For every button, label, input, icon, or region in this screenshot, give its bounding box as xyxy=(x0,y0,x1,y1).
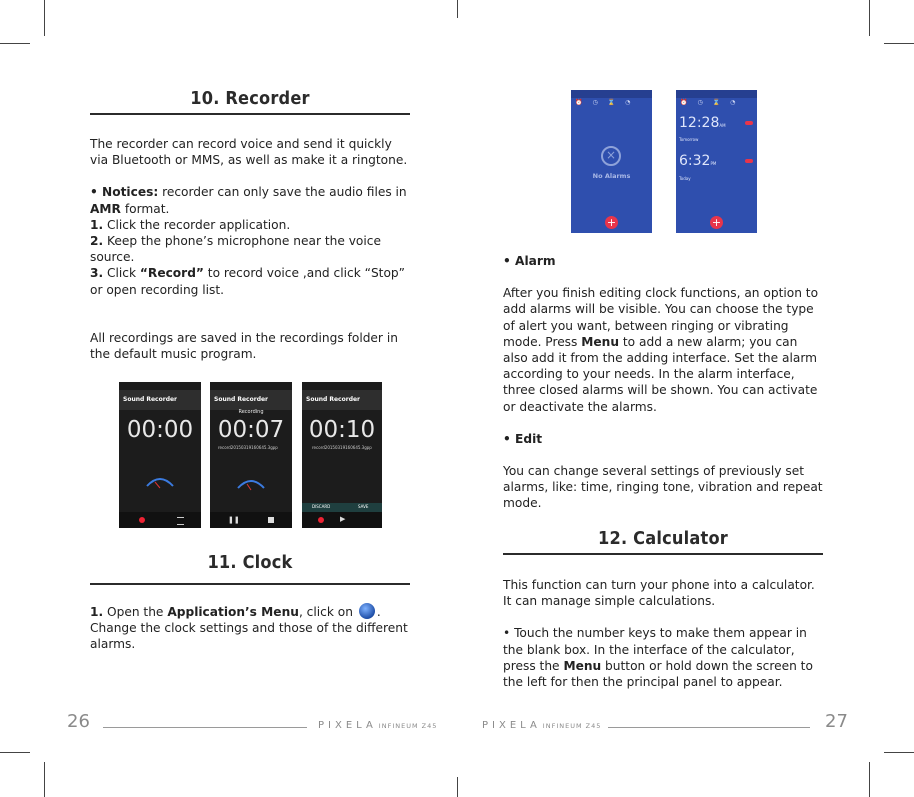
crop-mark xyxy=(44,762,45,797)
recorder-text xyxy=(90,136,412,362)
title-rule xyxy=(503,553,823,555)
add-alarm-button[interactable]: + xyxy=(606,216,617,229)
page-number: 27 xyxy=(825,711,848,732)
clock-screen-alarms xyxy=(676,90,757,233)
clock-title: 11. Clock xyxy=(207,552,293,573)
recorder-header: Sound Recorder xyxy=(119,390,201,410)
recorder-time: 00:10 xyxy=(308,417,376,443)
status-bar xyxy=(119,382,201,390)
recorder-screen-2 xyxy=(210,382,292,528)
recording-filename: record20150319160645.3gpp xyxy=(312,445,372,450)
edit-description: You can change several settings of previously set alarms, like: time, ringing tone, vibration and repeat mode. xyxy=(503,464,823,511)
controls-bar xyxy=(119,512,201,528)
recorder-screen-1 xyxy=(119,382,201,528)
crop-mark xyxy=(869,762,870,797)
record-icon[interactable] xyxy=(318,517,324,523)
status-bar xyxy=(676,90,757,98)
alarm-2-toggle[interactable] xyxy=(745,159,753,163)
title-rule xyxy=(90,113,410,115)
pause-icon[interactable]: ❚❚ xyxy=(228,516,240,524)
title-rule xyxy=(90,583,410,585)
crop-mark xyxy=(44,0,45,36)
no-alarms-label: No Alarms xyxy=(592,172,631,180)
crop-mark xyxy=(457,777,458,797)
discard-button[interactable]: DISCARD xyxy=(312,504,331,509)
recorder-step-2: 2. Keep the phone’s microphone near the voice source. xyxy=(90,234,381,265)
recorder-header: Sound Recorder xyxy=(302,390,382,410)
recording-filename: record20150319160645.3gpp xyxy=(218,445,278,450)
footer-brand: PIXELA INFINEUM Z45 xyxy=(318,720,438,731)
save-button[interactable]: SAVE xyxy=(358,504,369,509)
calculator-title: 12. Calculator xyxy=(598,528,728,549)
crop-mark xyxy=(884,43,914,44)
recorder-step-1: 1. Click the recorder application. xyxy=(90,217,291,232)
status-bar xyxy=(210,382,292,390)
alarm-2[interactable]: 6:32PM xyxy=(679,153,717,169)
add-alarm-button[interactable]: + xyxy=(711,216,722,229)
crop-mark xyxy=(457,0,458,18)
alarm-description: After you finish editing clock functions, an option to add alarms will be visible. You can choose the type of alert you want, between ringing or vibrating mode. Press Menu to add a new alarm; you can also add it from the adding interface. Set the alarm according to your needs. In the alarm interface, three closed alarms will be shown. You can activate or deactivate the alarms. xyxy=(503,286,819,414)
crop-mark xyxy=(0,43,30,44)
recorder-step-3: 3. Click “Record” to record voice ,and click “Stop” or open recording list. xyxy=(90,266,405,297)
clock-screen-no-alarms xyxy=(571,90,652,233)
alarm-1[interactable]: 12:28AM xyxy=(679,115,726,131)
page-number: 26 xyxy=(67,711,90,732)
recorder-saved: All recordings are saved in the recordings folder in the default music program. xyxy=(90,330,398,362)
footer-line xyxy=(608,727,810,728)
edit-label: • Edit xyxy=(503,431,543,446)
list-icon[interactable] xyxy=(177,517,184,525)
calculator-text xyxy=(503,577,825,690)
controls-bar xyxy=(302,512,382,528)
recorder-time: 00:00 xyxy=(126,417,194,443)
recorder-screen-3 xyxy=(302,382,382,528)
recorder-header: Sound Recorder xyxy=(210,390,292,410)
alarm-text xyxy=(503,253,825,512)
alarm-off-icon: × xyxy=(601,146,621,166)
controls-bar xyxy=(210,512,292,528)
clock-text xyxy=(90,603,412,653)
recorder-notices: • Notices: recorder can only save the audio files in AMR format. xyxy=(90,185,407,216)
recorder-time: 00:07 xyxy=(217,417,285,443)
recording-status: Recording xyxy=(238,409,264,415)
level-meter-icon xyxy=(145,472,175,492)
recorder-title: 10. Recorder xyxy=(190,88,310,109)
crop-mark xyxy=(0,752,30,753)
alarm-1-toggle[interactable] xyxy=(745,121,753,125)
calculator-touch: • Touch the number keys to make them appear in the blank box. In the interface of the calculator, press the Menu button or hold down the screen to the left for then the principal panel to appear. xyxy=(503,626,813,690)
crop-mark xyxy=(884,752,914,753)
alarm-1-day: Tomorrow xyxy=(679,137,699,142)
clock-tabs[interactable]: ⏰◷⌛◔ xyxy=(575,99,641,106)
alarm-2-day: Today xyxy=(679,176,691,181)
alarm-label: • Alarm xyxy=(503,254,556,268)
status-bar xyxy=(302,382,382,390)
level-meter-icon xyxy=(236,474,266,494)
stop-icon[interactable] xyxy=(268,517,274,523)
recorder-intro: The recorder can record voice and send it quickly via Bluetooth or MMS, as well as make it a ringtone. xyxy=(90,137,408,168)
record-icon[interactable] xyxy=(139,517,145,523)
status-bar xyxy=(571,90,652,98)
footer-brand: PIXELA INFINEUM Z45 xyxy=(482,720,602,731)
crop-mark xyxy=(869,0,870,36)
clock-app-icon xyxy=(359,603,375,619)
clock-step-1: 1. Open the Application’s Menu, click on . Change the clock settings and those of the different alarms. xyxy=(90,605,408,652)
clock-tabs[interactable]: ⏰◷⌛◔ xyxy=(680,99,746,106)
footer-line xyxy=(103,727,307,728)
play-icon[interactable]: ▶ xyxy=(340,515,346,523)
calculator-intro: This function can turn your phone into a calculator. It can manage simple calculations. xyxy=(503,578,815,609)
save-bar xyxy=(302,503,382,512)
